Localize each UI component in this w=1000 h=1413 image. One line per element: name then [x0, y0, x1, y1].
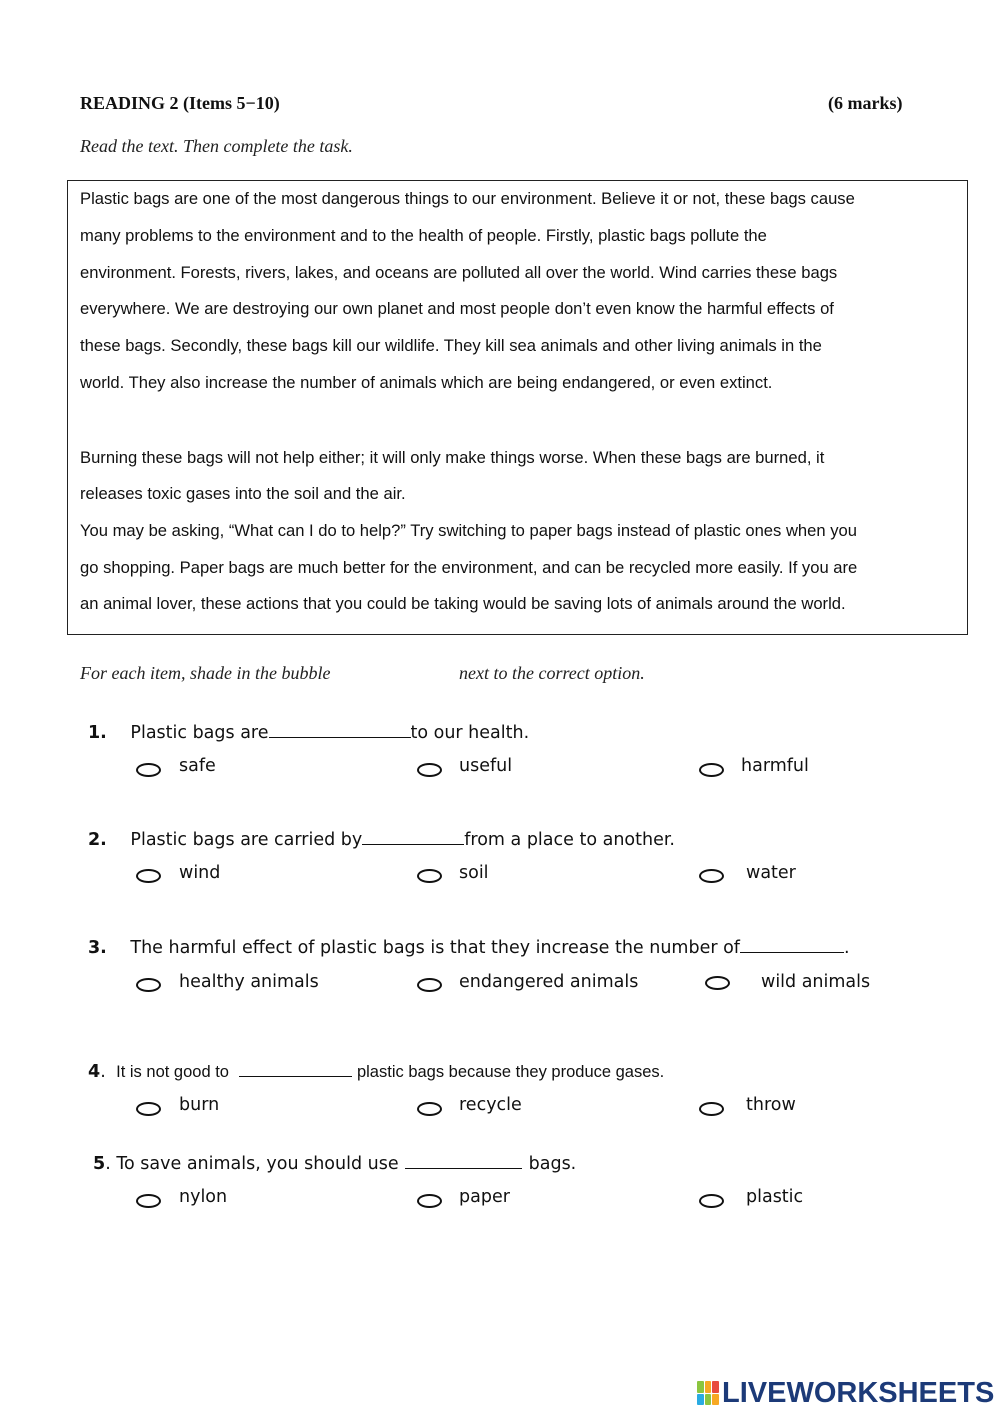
- question-1: [88, 719, 529, 743]
- option-label: safe: [179, 756, 216, 776]
- answer-blank: [740, 934, 844, 953]
- option-bubble[interactable]: [705, 976, 730, 990]
- answer-blank: [362, 826, 464, 845]
- logo-mark-icon: [697, 1381, 719, 1405]
- question-text-end: from a place to another.: [464, 830, 675, 850]
- passage-line: everywhere. We are destroying our own planet and most people don’t even know the harmful effects of: [80, 299, 834, 318]
- question-text-end: plastic bags because they produce gases.: [356, 1063, 665, 1081]
- liveworksheets-logo[interactable]: [697, 1375, 994, 1411]
- option-label: healthy animals: [179, 972, 319, 992]
- option-bubble[interactable]: [136, 978, 161, 992]
- question-text-end: .: [843, 938, 850, 958]
- option-label: useful: [459, 756, 513, 776]
- reading-instruction: Read the text. Then complete the task.: [80, 136, 353, 156]
- option-label: endangered animals: [459, 972, 639, 992]
- question-text: The harmful effect of plastic bags is that they increase the number of: [130, 938, 740, 958]
- question-number: 4: [88, 1062, 101, 1082]
- option-bubble[interactable]: [136, 869, 161, 883]
- section-marks: (6 marks): [828, 93, 903, 113]
- option-bubble[interactable]: [417, 763, 442, 777]
- task-instruction-end: next to the correct option.: [459, 663, 645, 683]
- option-bubble[interactable]: [417, 978, 442, 992]
- option-label: water: [746, 863, 796, 883]
- option-label: plastic: [746, 1187, 804, 1207]
- option-label: wind: [179, 863, 221, 883]
- question-number: 3.: [88, 938, 107, 958]
- option-label: paper: [459, 1187, 510, 1207]
- passage-line: these bags. Secondly, these bags kill our wildlife. They kill sea animals and other living animals in the: [80, 336, 822, 355]
- question-text: It is not good to: [116, 1063, 229, 1081]
- option-bubble[interactable]: [699, 869, 724, 883]
- option-bubble[interactable]: [417, 869, 442, 883]
- answer-blank: [239, 1058, 352, 1077]
- option-bubble[interactable]: [136, 1194, 161, 1208]
- option-label: throw: [746, 1095, 796, 1115]
- question-3: [88, 934, 850, 958]
- question-5: [93, 1150, 576, 1174]
- question-number: 1.: [88, 723, 107, 743]
- option-bubble[interactable]: [699, 763, 724, 777]
- question-text: . To save animals, you should use: [105, 1154, 399, 1174]
- option-bubble[interactable]: [699, 1102, 724, 1116]
- question-4: [88, 1058, 664, 1082]
- question-text-end: bags.: [528, 1154, 577, 1174]
- option-bubble[interactable]: [417, 1194, 442, 1208]
- question-number: 2.: [88, 830, 107, 850]
- question-2: [88, 826, 675, 850]
- passage-line: world. They also increase the number of animals which are being endangered, or even extinct.: [80, 373, 773, 392]
- option-label: burn: [179, 1095, 220, 1115]
- option-label: nylon: [179, 1187, 228, 1207]
- option-label: harmful: [741, 756, 809, 776]
- section-title: READING 2 (Items 5−10): [80, 93, 280, 113]
- question-text: Plastic bags are carried by: [130, 830, 363, 850]
- passage-line: You may be asking, “What can I do to help?” Try switching to paper bags instead of plastic ones when you: [80, 521, 857, 540]
- answer-blank: [405, 1150, 522, 1169]
- question-number: 5: [93, 1154, 106, 1174]
- question-text-end: to our health.: [410, 723, 530, 743]
- passage-line: releases toxic gases into the soil and the air.: [80, 484, 406, 503]
- question-text: Plastic bags are: [130, 723, 269, 743]
- option-label: recycle: [459, 1095, 522, 1115]
- question-number-dot: .: [100, 1062, 106, 1082]
- option-bubble[interactable]: [136, 1102, 161, 1116]
- option-bubble[interactable]: [417, 1102, 442, 1116]
- option-bubble[interactable]: [699, 1194, 724, 1208]
- passage-line: Burning these bags will not help either; it will only make things worse. When these bags are burned, it: [80, 448, 825, 467]
- logo-text: LIVEWORKSHEETS: [722, 1376, 995, 1409]
- passage-line: an animal lover, these actions that you could be taking would be saving lots of animals around the world.: [80, 594, 846, 613]
- answer-blank: [269, 719, 411, 738]
- option-bubble[interactable]: [136, 763, 161, 777]
- passage-line: many problems to the environment and to the health of people. Firstly, plastic bags pollute the: [80, 226, 767, 245]
- passage-line: environment. Forests, rivers, lakes, and oceans are polluted all over the world. Wind carries these bags: [80, 263, 838, 282]
- passage-line: go shopping. Paper bags are much better for the environment, and can be recycled more easily. If you are: [80, 558, 858, 577]
- task-instruction: For each item, shade in the bubble: [80, 663, 331, 683]
- option-label: wild animals: [761, 972, 871, 992]
- passage-line: Plastic bags are one of the most dangerous things to our environment. Believe it or not, these bags cause: [80, 189, 855, 208]
- option-label: soil: [459, 863, 489, 883]
